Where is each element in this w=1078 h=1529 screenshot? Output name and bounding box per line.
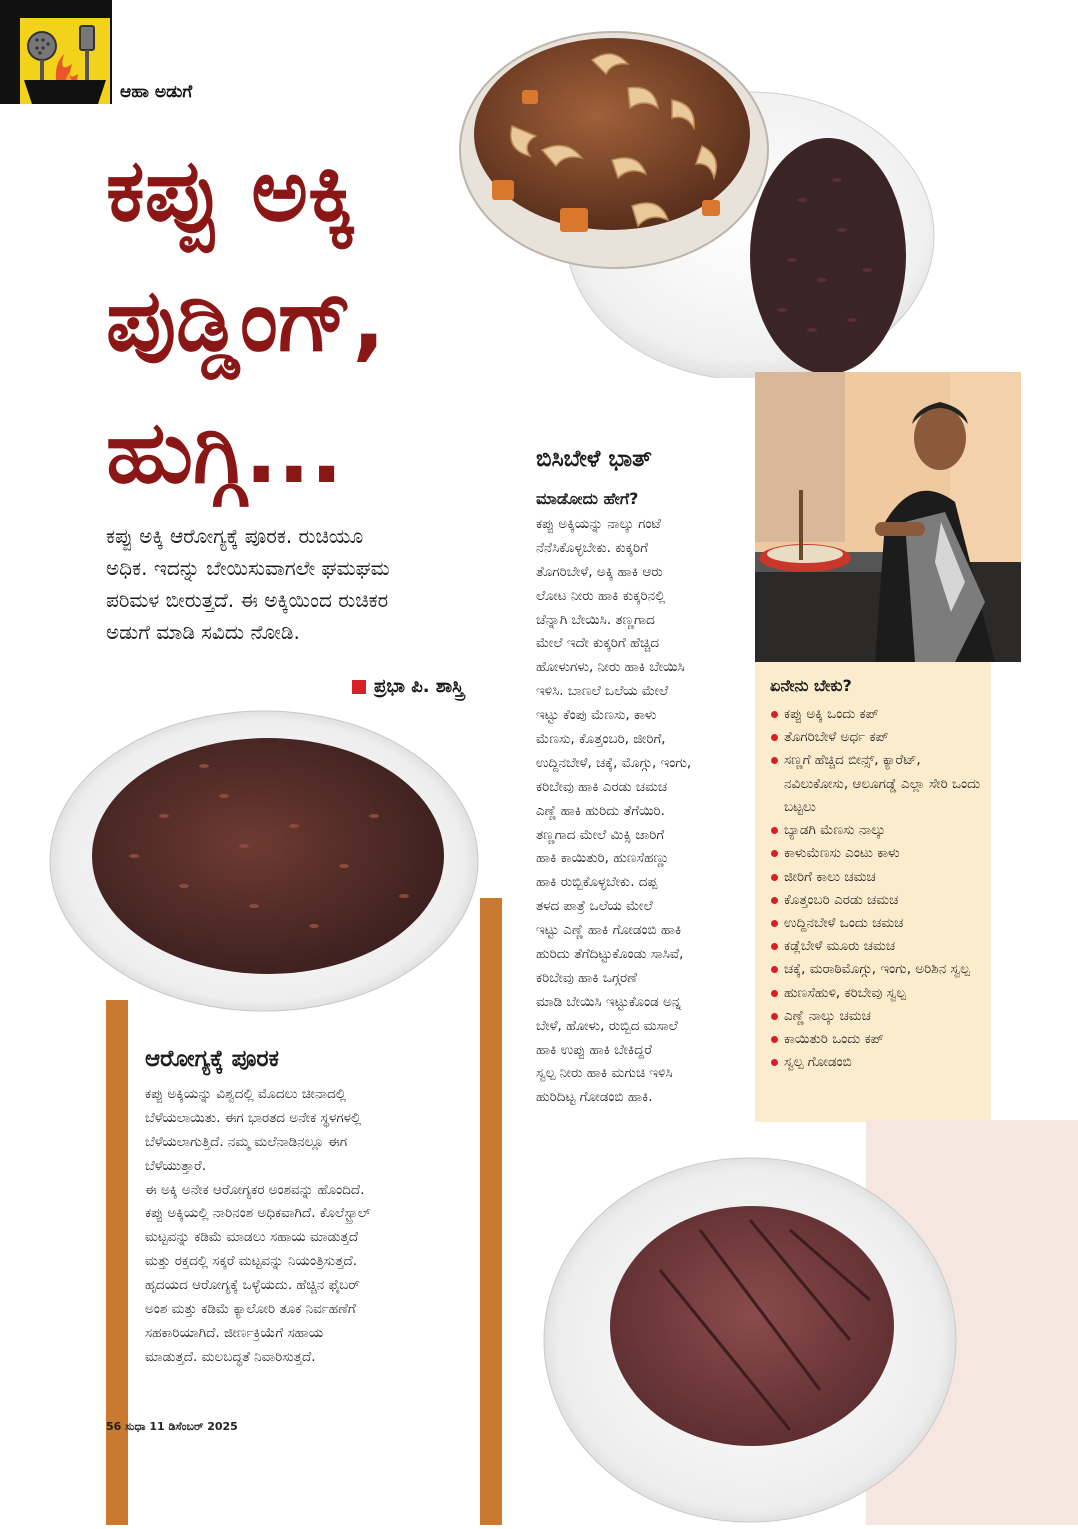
method-line: ನೆನೆಸಿಕೊಳ್ಳಬೇಕು. ಕುಕ್ಕರಿಗೆ [536,539,648,556]
ingredient-item: ಸಣ್ಣಗೆ ಹೆಚ್ಚಿದ ಬೀನ್ಸ್, ಕ್ಯಾರೆಟ್, ನವಿಲುಕೋಸು, ಆಲೂಗಡ್ಡೆ ಎಲ್ಲಾ ಸೇರಿ ಒಂದು ಬಟ್ಟಲು [770,749,986,819]
author-byline [352,676,464,697]
hugi-plate-photo [540,1140,960,1525]
method-line: ಎಣ್ಣೆ ಹಾಕಿ ಹುರಿದು ತೆಗೆಯಿರಿ. [536,802,665,819]
headline-line-1: ಕಪ್ಪು ಅಕ್ಕಿ [106,141,357,241]
ingredient-item: ಚಕ್ಕೆ, ಮರಾಠಿಮೊಗ್ಗು, ಇಂಗು, ಅರಿಶಿನ ಸ್ವಲ್ಪ [770,958,986,981]
cook-photo [755,372,1021,662]
ingredient-item: ಹುಣಸೆಹುಳಿ, ಕರಿಬೇವು ಸ್ವಲ್ಪ [770,982,986,1005]
ingredient-item: ಕೊತ್ತಂಬರಿ ಎರಡು ಚಮಚ [770,889,986,912]
method-line: ಹೋಳುಗಳು, ನೀರು ಹಾಕಿ ಬೇಯಿಸಿ [536,659,685,676]
page-number: 56 [106,1420,122,1433]
ingredient-item: ಜೀರಿಗೆ ಕಾಲು ಚಮಚ [770,866,986,889]
pudding-bowl-photo [452,30,938,378]
method-line: ಹುರಿದು ತೆಗೆದಿಟ್ಟುಕೊಂಡು ಸಾಸಿವೆ, [536,946,684,963]
method-line: ಕರಿಬೇವು ಹಾಕಿ ಒಗ್ಗರಣೆ [536,969,637,986]
recipe-title: ಬಿಸಿಬೇಳೆ ಭಾತ್ [536,446,652,472]
lead-paragraph [106,520,506,648]
health-line: ಬೆಳೆಯುತ್ತಾರೆ. [145,1157,206,1174]
method-line: ಸ್ವಲ್ಪ ನೀರು ಹಾಕಿ ಮಗುಚಿ ಇಳಿಸಿ [536,1065,673,1082]
ingredient-item: ಕಾಳುಮೆಣಸು ಎಂಟು ಕಾಳು [770,842,986,865]
health-line: ಕಪ್ಪು ಅಕ್ಕಿಯಲ್ಲಿ ನಾರಿನಂಶ ಅಧಿಕವಾಗಿದೆ. ಕೊಲೆಸ್ಟ್ರಾಲ್ [145,1205,371,1222]
health-line: ಅಂಶ ಮತ್ತು ಕಡಿಮೆ ಕ್ಯಾಲೋರಿ ತೂಕ ನಿರ್ವಹಣೆಗೆ [145,1301,356,1318]
section-label: ಆಹಾ ಅಡುಗೆ [120,82,193,102]
method-line: ತೊಗರಿಬೇಳೆ, ಅಕ್ಕಿ ಹಾಕಿ ಆರು [536,563,663,580]
ingredients-list [770,703,986,1075]
method-line: ಮೇಲೆ ಇದೇ ಕುಕ್ಕರಿಗೆ ಹೆಚ್ಚಿದ [536,635,660,652]
headline-line-2: ಪುಡ್ಡಿಂಗ್, [106,271,386,371]
ingredient-item: ಸ್ವಲ್ಪ ಗೋಡಂಬಿ [770,1051,986,1074]
issue-date: 11 ಡಿಸೆಂಬರ್ 2025 [149,1420,238,1433]
health-line: ಸಹಕಾರಿಯಾಗಿದೆ. ಜೀರ್ಣಕ್ರಿಯೆಗೆ ಸಹಾಯ [145,1324,324,1341]
ingredient-item: ಉದ್ದಿನಬೇಳೆ ಒಂದು ಚಮಚ [770,912,986,935]
method-line: ಇಟ್ಟು ಕೆಂಪು ಮೆಣಸು, ಕಾಳು [536,707,657,724]
method-heading: ಮಾಡೋದು ಹೇಗೆ? [536,489,639,508]
method-line: ಇಳಿಸಿ. ಬಾಣಲೆ ಒಲೆಯ ಮೇಲೆ [536,683,669,700]
health-line: ಈ ಅಕ್ಕಿ ಅನೇಕ ಆರೋಗ್ಯಕರ ಅಂಶವನ್ನು ಹೊಂದಿದೆ. [145,1181,365,1198]
method-line: ಲೋಟ ನೀರು ಹಾಕಿ ಕುಕ್ಕರಿನಲ್ಲಿ [536,587,666,604]
ingredient-item: ಕಾಯಿತುರಿ ಒಂದು ಕಪ್ [770,1028,986,1051]
health-line: ಮತ್ತು ರಕ್ತದಲ್ಲಿ ಸಕ್ಕರೆ ಮಟ್ಟವನ್ನು ನಿಯಂತ್ರಿಸುತ್ತದೆ. [145,1253,357,1270]
ingredient-item: ಕಪ್ಪು ಅಕ್ಕಿ ಒಂದು ಕಪ್ [770,703,986,726]
method-line: ಹಾಕಿ ರುಬ್ಬಿಕೊಳ್ಳಬೇಕು. ದಪ್ಪ [536,874,658,891]
lead-line: ಕಪ್ಪು ಅಕ್ಕಿ ಆರೋಗ್ಯಕ್ಕೆ ಪೂರಕ. ರುಚಿಯೂ [106,524,364,548]
health-line: ಮಟ್ಟವನ್ನು ಕಡಿಮೆ ಮಾಡಲು ಸಹಾಯ ಮಾಡುತ್ತದೆ [145,1229,359,1246]
method-line: ಉದ್ದಿನಬೇಳೆ, ಚಕ್ಕೆ, ಮೊಗ್ಗು, ಇಂಗು, [536,754,692,771]
black-rice-plate-photo [44,706,482,1016]
ingredient-item: ಬ್ಯಾಡಗಿ ಮೆಣಸು ನಾಲ್ಕು [770,819,986,842]
method-line: ಹಾಕಿ ಕಾಯಿತುರಿ, ಹುಣಸೆಹಣ್ಣು [536,850,670,867]
cooking-utensils-icon [20,18,110,104]
author-name: ಪ್ರಭಾ ಪಿ. ಶಾಸ್ತ್ರಿ [374,676,464,697]
ingredient-item: ತೊಗರಿಬೇಳೆ ಅರ್ಧ ಕಪ್ [770,726,986,749]
method-line: ಮೆಣಸು, ಕೊತ್ತಂಬರಿ, ಜೀರಿಗೆ, [536,731,666,748]
method-line: ಇಟ್ಟು ಎಣ್ಣೆ ಹಾಕಿ ಗೋಡಂಬಿ ಹಾಕಿ [536,922,682,939]
health-line: ಕಪ್ಪು ಅಕ್ಕಿಯನ್ನು ವಿಶ್ವದಲ್ಲಿ ಮೊದಲು ಚೀನಾದಲ್ಲಿ [145,1086,347,1102]
method-line: ಕಪ್ಪು ಅಕ್ಕಿಯನ್ನು ನಾಲ್ಕು ಗಂಟೆ [536,516,661,532]
health-line: ಬೆಳೆಯಲಾಗುತ್ತಿದೆ. ನಮ್ಮ ಮಲೆನಾಡಿನಲ್ಲೂ ಈಗ [145,1133,348,1150]
lead-line: ಪರಿಮಳ ಬೀರುತ್ತದೆ. ಈ ಅಕ್ಕಿಯಿಂದ ರುಚಿಕರ [106,588,389,612]
health-line: ಬೆಳೆಯಲಾಯಿತು. ಈಗ ಭಾರತದ ಅನೇಕ ಸ್ಥಳಗಳಲ್ಲಿ [145,1109,362,1126]
publication-name: ಸುಧಾ [125,1420,146,1433]
lead-line: ಅಡುಗೆ ಮಾಡಿ ಸವಿದು ನೋಡಿ. [106,620,300,644]
method-line: ಬೇಳೆ, ಹೋಳು, ರುಬ್ಬಿದ ಮಸಾಲೆ [536,1017,678,1034]
health-line: ಮಾಡುತ್ತದೆ. ಮಲಬದ್ಧತೆ ನಿವಾರಿಸುತ್ತದೆ. [145,1348,316,1365]
method-line: ಚೆನ್ನಾಗಿ ಬೇಯಿಸಿ. ತಣ್ಣಗಾದ [536,611,655,628]
ingredient-item: ಕಡ್ಲೆಬೇಳೆ ಮೂರು ಚಮಚ [770,935,986,958]
orange-frame-left [106,1000,128,1525]
method-line: ತಳದ ಪಾತ್ರೆ ಒಲೆಯ ಮೇಲೆ [536,898,653,915]
method-line: ಮಾಡಿ ಬೇಯಿಸಿ ಇಟ್ಟುಕೊಂಡ ಅನ್ನ [536,993,682,1010]
method-line: ಹುರಿದಿಟ್ಟ ಗೋಡಂಬಿ ಹಾಕಿ. [536,1089,653,1106]
method-line: ತಣ್ಣಗಾದ ಮೇಲೆ ಮಿಕ್ಸಿ ಜಾರಿಗೆ [536,826,665,843]
health-heading: ಆರೋಗ್ಯಕ್ಕೆ ಪೂರಕ [145,1046,279,1072]
lead-line: ಅಧಿಕ. ಇದನ್ನು ಬೇಯಿಸುವಾಗಲೇ ಘಮಘಮ [106,556,390,580]
method-line: ಕರಿಬೇವು ಹಾಕಿ ಎರಡು ಚಮಚ [536,778,668,795]
method-text [536,513,751,1110]
ingredients-heading: ಏನೇನು ಬೇಕು? [770,676,852,695]
red-square-icon [352,680,366,694]
headline-line-3: ಹುಗ್ಗಿ... [106,403,343,503]
ingredient-item: ಎಣ್ಣೆ ನಾಲ್ಕು ಚಮಚ [770,1005,986,1028]
health-text [145,1083,477,1370]
method-line: ಹಾಕಿ ಉಪ್ಪು ಹಾಕಿ ಬೇಕಿದ್ದರೆ [536,1041,652,1058]
health-line: ಹೃದಯದ ಆರೋಗ್ಯಕ್ಕೆ ಒಳ್ಳೆಯದು. ಹೆಚ್ಚಿನ ಫೈಬರ್ [145,1277,360,1294]
page-footer [106,1420,238,1434]
orange-frame-right [480,898,502,1525]
